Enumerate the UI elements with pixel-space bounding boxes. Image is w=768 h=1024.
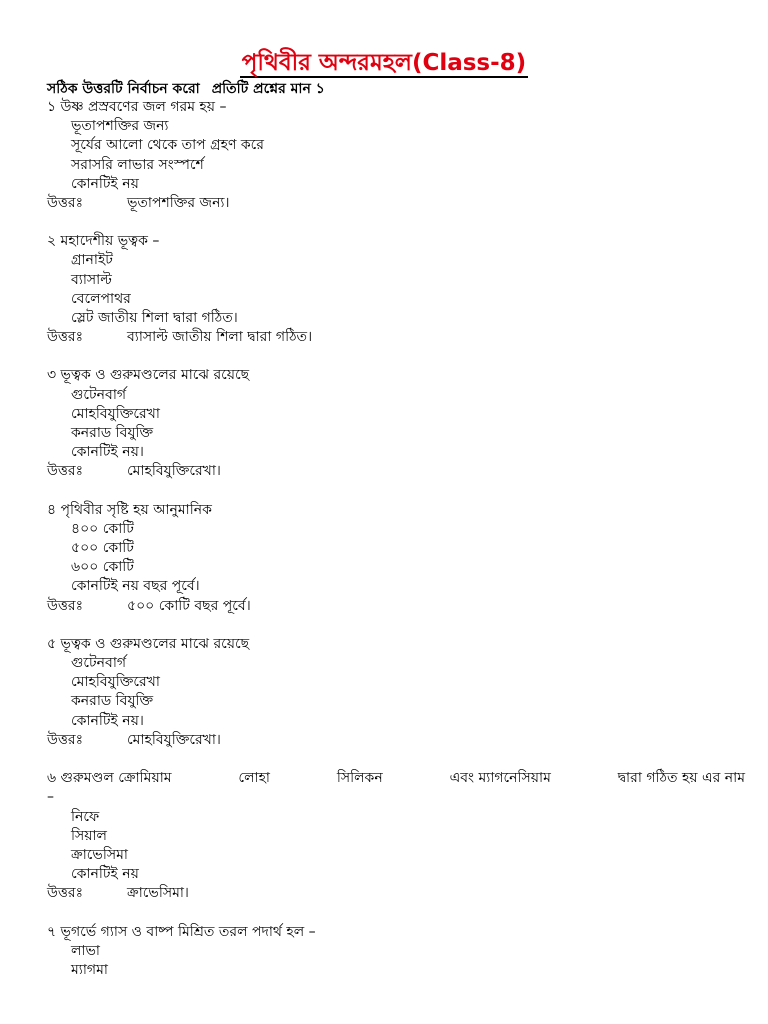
question-1	[47, 98, 737, 213]
option: নিফে	[71, 808, 100, 825]
option: কোনটিই নয়	[71, 175, 139, 192]
stem-part: ৬ গুরুমণ্ডল ক্রোমিয়াম	[47, 770, 172, 787]
answer-label: উত্তরঃ	[47, 195, 84, 212]
answer-text: ব্যাসাল্ট জাতীয় শিলা দ্বারা গঠিত।	[127, 329, 313, 346]
option: ৪০০ কোটি	[71, 520, 134, 537]
question-3	[47, 366, 737, 481]
answer-text: ক্রাভেসিমা।	[127, 885, 189, 902]
page-title	[0, 46, 768, 80]
answer-label: উত্তরঃ	[47, 329, 84, 346]
answer-text: ভূতাপশক্তির জন্য।	[127, 195, 230, 212]
stem-dash: –	[47, 789, 54, 806]
question-7	[47, 923, 737, 981]
option: কোনটিই নয় বছর পূর্বে।	[71, 578, 200, 595]
answer-label: উত্তরঃ	[47, 463, 84, 480]
option: ৬০০ কোটি	[71, 559, 134, 576]
question-stem: ৩ ভূত্বক ও গুরুমণ্ডলের মাঝে রয়েছে	[47, 367, 250, 384]
option: সিয়াল	[71, 827, 107, 844]
option: ৫০০ কোটি	[71, 540, 134, 557]
answer-line	[47, 731, 737, 750]
option: বেলেপাথর	[71, 290, 131, 307]
stem-part: দ্বারা গঠিত হয় এর নাম	[617, 770, 745, 787]
option: কোনটিই নয়।	[71, 712, 144, 729]
option: কোনটিই নয়	[71, 866, 139, 883]
question-stem: ২ মহাদেশীয় ভূত্বক –	[47, 233, 160, 250]
question-stem	[47, 769, 745, 788]
answer-label: উত্তরঃ	[47, 731, 84, 748]
question-4	[47, 501, 737, 616]
option: মোহবিযুক্তিরেখা	[71, 405, 160, 422]
question-6	[47, 769, 745, 903]
instruction-left: সঠিক উত্তরটি নির্বাচন করো	[47, 81, 200, 97]
answer-line	[47, 884, 737, 903]
option: মোহবিযুক্তিরেখা	[71, 674, 160, 691]
option: সূর্যের আলো থেকে তাপ গ্রহণ করে	[71, 137, 264, 154]
question-stem: ৭ ভূগর্ভে গ্যাস ও বাষ্প মিশ্রিত তরল পদার্থ হল –	[47, 923, 316, 940]
answer-text: মোহবিযুক্তিরেখা।	[127, 731, 221, 748]
answer-line	[47, 194, 737, 213]
option: কনরাড বিযুক্তি	[71, 425, 154, 442]
answer-line	[47, 597, 737, 616]
answer-text: ৫০০ কোটি বছর পূর্বে।	[127, 597, 251, 614]
answer-line	[47, 462, 737, 481]
option: ভূতাপশক্তির জন্য	[71, 118, 169, 135]
answer-label: উত্তরঃ	[47, 885, 84, 902]
option: ম্যাগমা	[71, 961, 108, 978]
question-list	[47, 98, 745, 999]
answer-line	[47, 328, 737, 347]
stem-part: সিলিকন	[336, 770, 383, 787]
question-stem: ১ উষ্ণ প্রস্রবণের জল গরম হয় –	[47, 99, 227, 115]
stem-part: এবং ম্যাগনেসিয়াম	[449, 770, 551, 787]
option: গুটেনবার্গ	[71, 386, 127, 403]
option: কনরাড বিযুক্তি	[71, 693, 154, 710]
option: কোনটিই নয়।	[71, 444, 144, 461]
instruction-line	[47, 80, 325, 98]
question-stem: ৫ ভূত্বক ও গুরুমণ্ডলের মাঝে রয়েছে	[47, 635, 250, 652]
option: ব্যাসাল্ট	[71, 271, 112, 288]
instruction-right: প্রতিটি প্রশ্নের মান ১	[211, 81, 325, 97]
answer-text: মোহবিযুক্তিরেখা।	[127, 463, 221, 480]
question-stem: ৪ পৃথিবীর সৃষ্টি হয় আনুমানিক	[47, 501, 212, 518]
option: গ্রানাইট	[71, 252, 113, 269]
question-2	[47, 232, 737, 347]
option: স্লেট জাতীয় শিলা দ্বারা গঠিত।	[71, 310, 238, 327]
stem-part: লোহা	[238, 770, 270, 787]
option: লাভা	[71, 942, 100, 959]
option: গুটেনবার্গ	[71, 655, 127, 672]
option: সরাসরি লাভার সংস্পর্শে	[71, 156, 204, 173]
question-5	[47, 635, 737, 750]
option: ক্রাভেসিমা	[71, 846, 128, 863]
page-title-text: পৃথিবীর অন্দরমহল(Class-8)	[241, 50, 527, 76]
answer-label: উত্তরঃ	[47, 597, 84, 614]
